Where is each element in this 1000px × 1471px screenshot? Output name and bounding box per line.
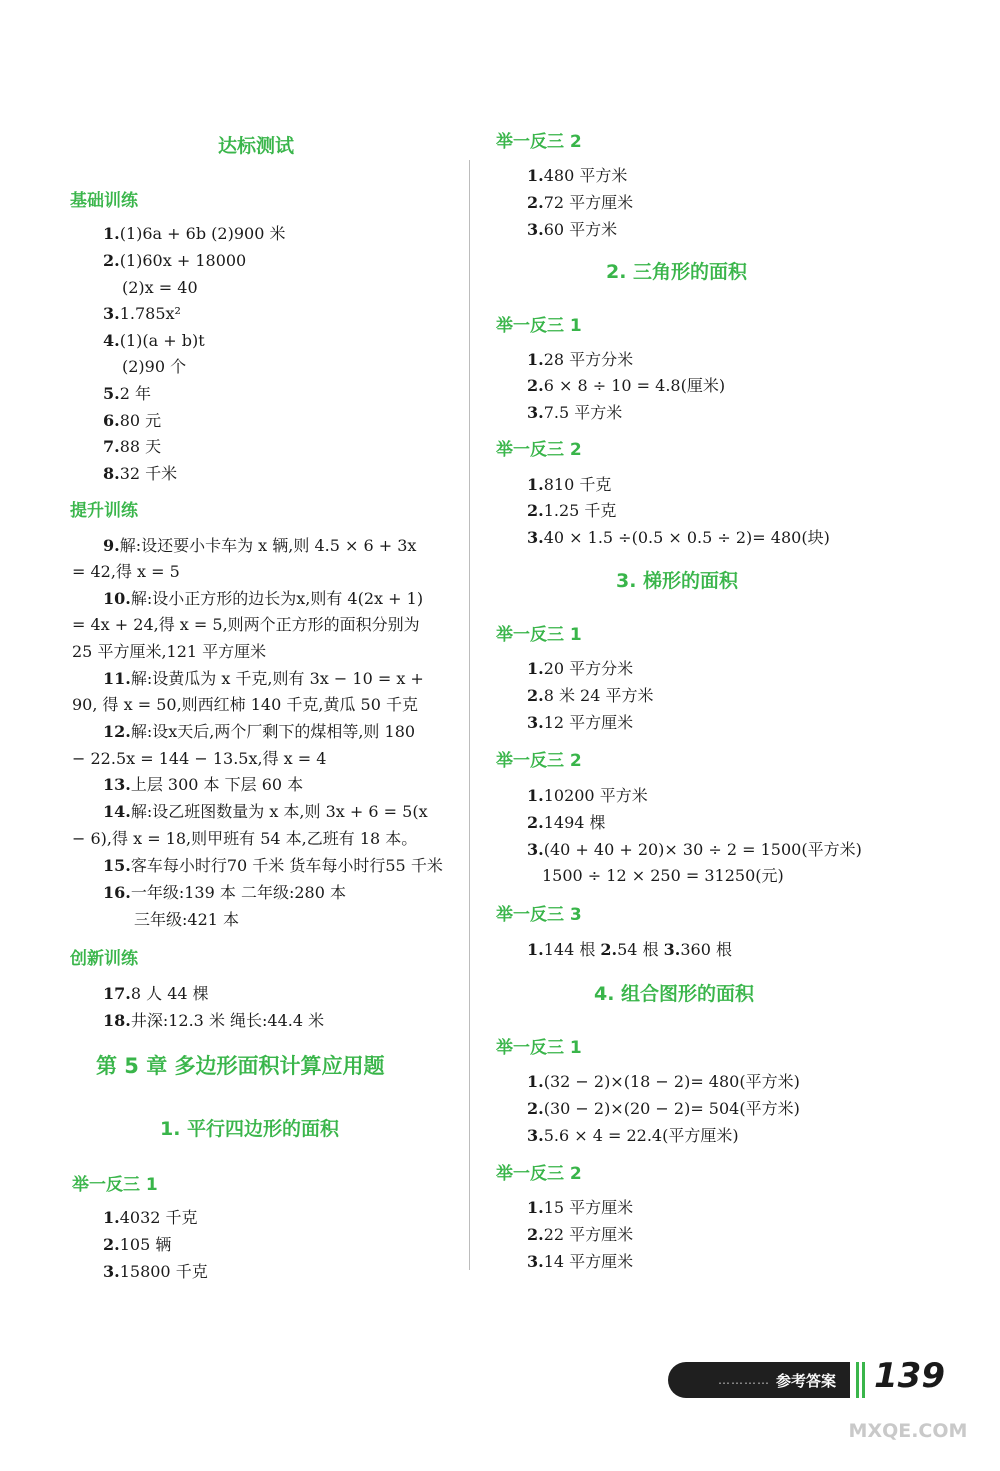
subtitle-trapezoid: 3. 梯形的面积 xyxy=(616,570,739,592)
answer-line: 14.解:设乙班图数量为 x 本,则 3x + 6 = 5(x xyxy=(103,802,428,821)
answer-line: 2.6 × 8 ÷ 10 = 4.8(厘米) xyxy=(527,376,726,395)
section-chuangxin: 创新训练 xyxy=(70,949,138,969)
subtitle-triangle: 2. 三角形的面积 xyxy=(606,261,748,283)
answer-line: 25 平方厘米,121 平方厘米 xyxy=(72,642,267,661)
answer-line: 2.1.25 千克 xyxy=(527,501,617,520)
answer-line: 90, 得 x = 50,则西红柿 140 千克,黄瓜 50 千克 xyxy=(72,695,418,714)
section-label: 举一反三 3 xyxy=(496,905,582,925)
answer-line: 1.15 平方厘米 xyxy=(527,1198,634,1217)
section-label: 举一反三 1 xyxy=(496,625,582,645)
subtitle-composite: 4. 组合图形的面积 xyxy=(594,983,755,1005)
answer-line: 1.810 千克 xyxy=(527,475,612,494)
answer-line: 3.40 × 1.5 ÷(0.5 × 0.5 ÷ 2)= 480(块) xyxy=(527,528,830,547)
answer-line: 1.10200 平方米 xyxy=(527,786,648,805)
chapter-title: 第 5 章 多边形面积计算应用题 xyxy=(96,1054,385,1078)
answer-line: 17.8 人 44 棵 xyxy=(103,984,209,1003)
section-jichu: 基础训练 xyxy=(70,191,138,211)
subtitle-parallelogram: 1. 平行四边形的面积 xyxy=(160,1118,340,1140)
section-label: 举一反三 1 xyxy=(496,316,582,336)
answer-line: 2.8 米 24 平方米 xyxy=(527,686,654,705)
answer-line: 8.32 千米 xyxy=(103,464,178,483)
section-label: 举一反三 1 xyxy=(496,1038,582,1058)
answer-line: 2.(1)60x + 18000 xyxy=(103,251,247,270)
answer-line: 16.一年级:139 本 二年级:280 本 xyxy=(103,883,346,902)
answer-line: − 6),得 x = 18,则甲班有 54 本,乙班有 18 本。 xyxy=(72,829,418,848)
answer-line: 3.5.6 × 4 = 22.4(平方厘米) xyxy=(527,1126,739,1145)
answer-line: 3.7.5 平方米 xyxy=(527,403,623,422)
answer-line: 1.(1)6a + 6b (2)900 米 xyxy=(103,224,286,243)
section-label: 举一反三 2 xyxy=(496,132,582,152)
answer-line: 2.105 辆 xyxy=(103,1235,172,1254)
section-tisheng: 提升训练 xyxy=(70,501,138,521)
answer-line: 11.解:设黄瓜为 x 千克,则有 3x − 10 = x + xyxy=(103,669,424,688)
answer-line: = 4x + 24,得 x = 5,则两个正方形的面积分别为 xyxy=(72,615,420,634)
answer-line: 15.客车每小时行70 千米 货车每小时行55 千米 xyxy=(103,856,443,875)
answer-line: 2.1494 棵 xyxy=(527,813,606,832)
answer-line: 12.解:设x天后,两个厂剩下的煤相等,则 180 xyxy=(103,722,416,741)
section-label: 举一反三 2 xyxy=(496,440,582,460)
answer-line: 1.144 根 2.54 根 3.360 根 xyxy=(527,940,733,959)
heading-dabiao: 达标测试 xyxy=(218,135,295,157)
footer-dots: ………… xyxy=(717,1373,770,1387)
answer-line: − 22.5x = 144 − 13.5x,得 x = 4 xyxy=(72,749,327,768)
answer-line: 10.解:设小正方形的边长为x,则有 4(2x + 1) xyxy=(103,589,424,608)
answer-line: 1.28 平方分米 xyxy=(527,350,634,369)
section-label: 举一反三 1 xyxy=(72,1175,158,1195)
column-divider xyxy=(469,160,470,1270)
answer-line: 3.60 平方米 xyxy=(527,220,618,239)
answer-line: 4.(1)(a + b)t xyxy=(103,331,205,350)
page-number: 139 xyxy=(874,1356,945,1396)
answer-line: 1.20 平方分米 xyxy=(527,659,634,678)
answer-line: 2.(30 − 2)×(20 − 2)= 504(平方米) xyxy=(527,1099,800,1118)
answer-line: 1.480 平方米 xyxy=(527,166,628,185)
answer-line: 3.14 平方厘米 xyxy=(527,1252,634,1271)
answer-line: 7.88 天 xyxy=(103,437,162,456)
answer-line: 2.22 平方厘米 xyxy=(527,1225,634,1244)
section-label: 举一反三 2 xyxy=(496,751,582,771)
answer-line: 3.12 平方厘米 xyxy=(527,713,634,732)
answer-line: 5.2 年 xyxy=(103,384,151,403)
answer-line: 3.15800 千克 xyxy=(103,1262,208,1281)
watermark: MXQE.COM xyxy=(848,1420,968,1442)
answer-line: 1500 ÷ 12 × 250 = 31250(元) xyxy=(542,866,784,885)
answer-line: 3.1.785x² xyxy=(103,304,181,323)
answer-line: 13.上层 300 本 下层 60 本 xyxy=(103,775,304,794)
answer-line: 2.72 平方厘米 xyxy=(527,193,634,212)
answer-line: 3.(40 + 40 + 20)× 30 ÷ 2 = 1500(平方米) xyxy=(527,840,862,859)
answer-line: 三年级:421 本 xyxy=(134,910,240,929)
answer-line: 9.解:设还要小卡车为 x 辆,则 4.5 × 6 + 3x xyxy=(103,536,417,555)
answer-line: (2)x = 40 xyxy=(122,278,198,297)
section-label: 举一反三 2 xyxy=(496,1164,582,1184)
answer-line: 6.80 元 xyxy=(103,411,162,430)
footer-label: 参考答案 xyxy=(775,1371,836,1390)
answer-line: 1.(32 − 2)×(18 − 2)= 480(平方米) xyxy=(527,1072,800,1091)
answer-line: 1.4032 千克 xyxy=(103,1208,198,1227)
answer-line: (2)90 个 xyxy=(122,357,187,376)
answer-line: = 42,得 x = 5 xyxy=(72,562,180,581)
answer-line: 18.井深:12.3 米 绳长:44.4 米 xyxy=(103,1011,325,1030)
